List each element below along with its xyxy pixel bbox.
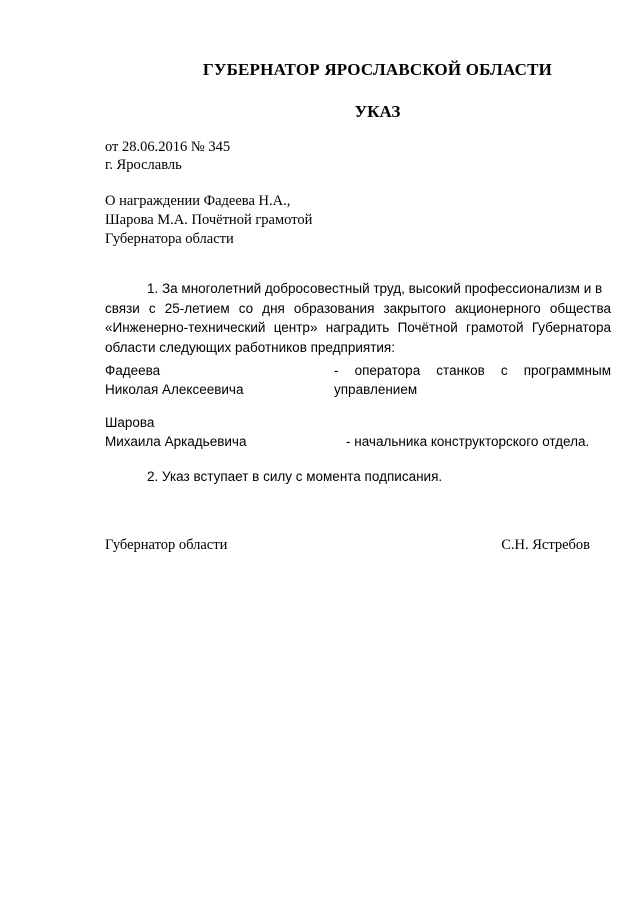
subject-line-1: О награждении Фадеева Н.А., [105, 193, 291, 209]
subject-line-2: Шарова М.А. Почётной грамотой [105, 212, 313, 228]
paragraph-1-first-line: 1. За многолетний добросовестный труд, высокий профессионализм и в [147, 281, 603, 296]
signatory-name: С.Н. Ястребов [501, 537, 590, 553]
issuing-authority: ГУБЕРНАТОР ЯРОСЛАВСКОЙ ОБЛАСТИ [202, 60, 553, 79]
awardee-given-names: Николая Алексеевича [105, 382, 244, 397]
awardee-name [105, 361, 335, 399]
signatory-title: Губернатор области [105, 537, 228, 553]
document-meta [105, 138, 230, 174]
paragraph-1 [105, 279, 611, 357]
awardee-position: - оператора станков с программным управлением [334, 363, 611, 397]
awardee-surname: Фадеева [105, 363, 161, 378]
awardee-position: - начальника конструкторского отдела. [346, 434, 590, 449]
document-subject [105, 192, 312, 249]
city: г. Ярославль [105, 157, 182, 173]
paragraph-2: 2. Указ вступает в силу с момента подписания. [147, 469, 443, 484]
document-type: УКАЗ [354, 102, 401, 121]
awardee-name [105, 413, 335, 451]
subject-line-3: Губернатора области [105, 231, 234, 247]
awardee-surname: Шарова [105, 415, 155, 430]
paragraph-1-text: связи с 25-летием со дня образования закрытого акционерного общества «Инженерно-технический центр» наградить Почётной грамотой Губернатора области следующих работников предприятия: [105, 300, 611, 355]
date-number: от 28.06.2016 № 345 [105, 139, 231, 155]
awardee-given-names: Михаила Аркадьевича [105, 434, 247, 449]
